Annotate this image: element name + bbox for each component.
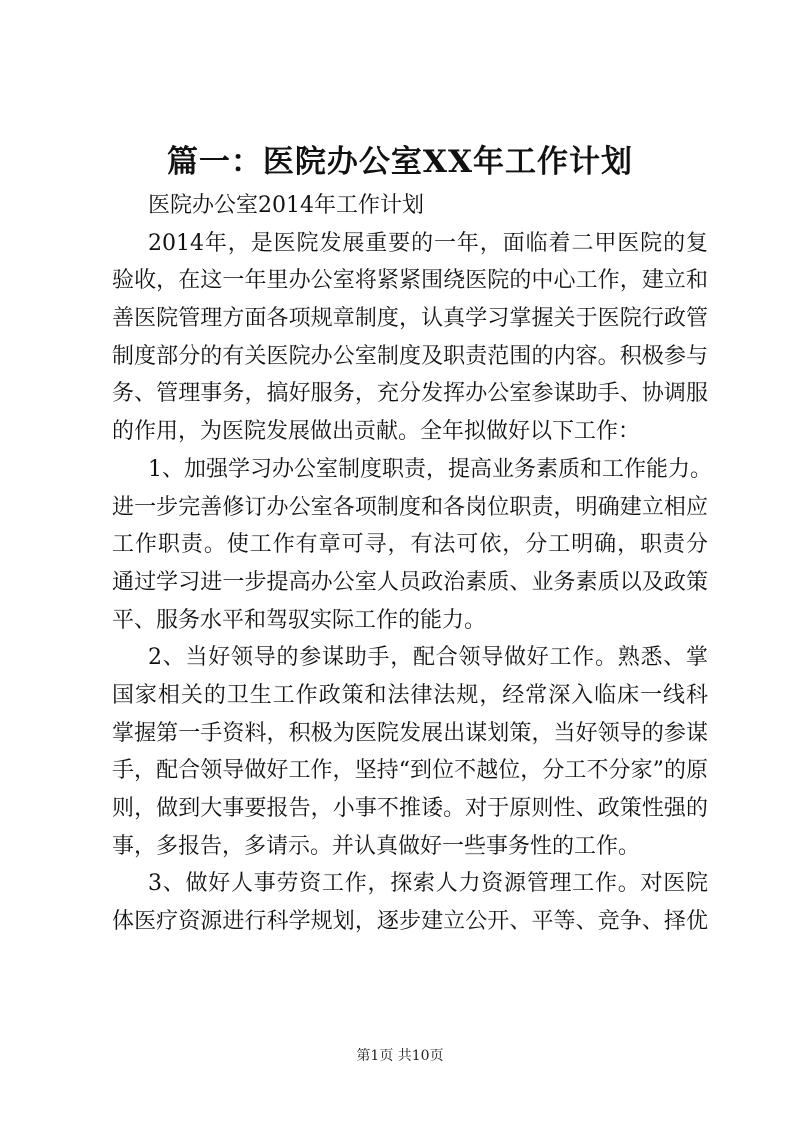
body-line: 工作职责。使工作有章可寻，有法可依，分工明确，职责分 [112,532,708,558]
document-body [112,187,712,941]
body-line: 则，做到大事要报告，小事不推诿。对于原则性、政策性强的 [112,796,708,821]
body-line: 3、做好人事劳资工作，探索人力资源管理工作。对医院 [148,871,708,897]
body-line: 通过学习进一步提高办公室人员政治素质、业务素质以及政策 [112,569,708,595]
body-line: 进一步完善修订办公室各项制度和各岗位职责，明确建立相应 [112,494,708,520]
page-footer: 第1页 共10页 [356,1048,444,1064]
body-line: 国家相关的卫生工作政策和法律法规，经常深入临床一线科 [112,682,708,708]
body-line: 验收，在这一年里办公室将紧紧围绕医院的中心工作，建立和 [112,268,708,294]
body-line: 体医疗资源进行科学规划，逐步建立公开、平等、竞争、择优 [112,909,708,935]
body-line: 1、加强学习办公室制度职责，提高业务素质和工作能力。 [148,456,712,482]
body-line: 2014年，是医院发展重要的一年，面临着二甲医院的复 [148,230,708,256]
body-line: 制度部分的有关医院办公室制度及职责范围的内容。积极参与 [112,343,708,369]
body-line: 医院办公室2014年工作计划 [148,193,424,218]
body-line: 事，多报告，多请示。并认真做好一些事务性的工作。 [112,833,641,859]
body-line: 务、管理事务，搞好服务，充分发挥办公室参谋助手、协调服 [112,381,708,407]
body-line: 手，配合领导做好工作，坚持“到位不越位，分工不分家”的原 [112,758,708,784]
body-line: 平、服务水平和驾驭实际工作的能力。 [112,607,487,633]
body-line: 掌握第一手资料，积极为医院发展出谋划策，当好领导的参谋 [112,720,708,746]
body-line: 2、当好领导的参谋助手，配合领导做好工作。熟悉、掌 [148,645,708,671]
body-line: 善医院管理方面各项规章制度，认真学习掌握关于医院行政管 [112,306,708,332]
body-line: 的作用，为医院发展做出贡献。全年拟做好以下工作： [112,419,641,445]
document-title: 篇一：医院办公室XX年工作计划 [166,144,634,180]
